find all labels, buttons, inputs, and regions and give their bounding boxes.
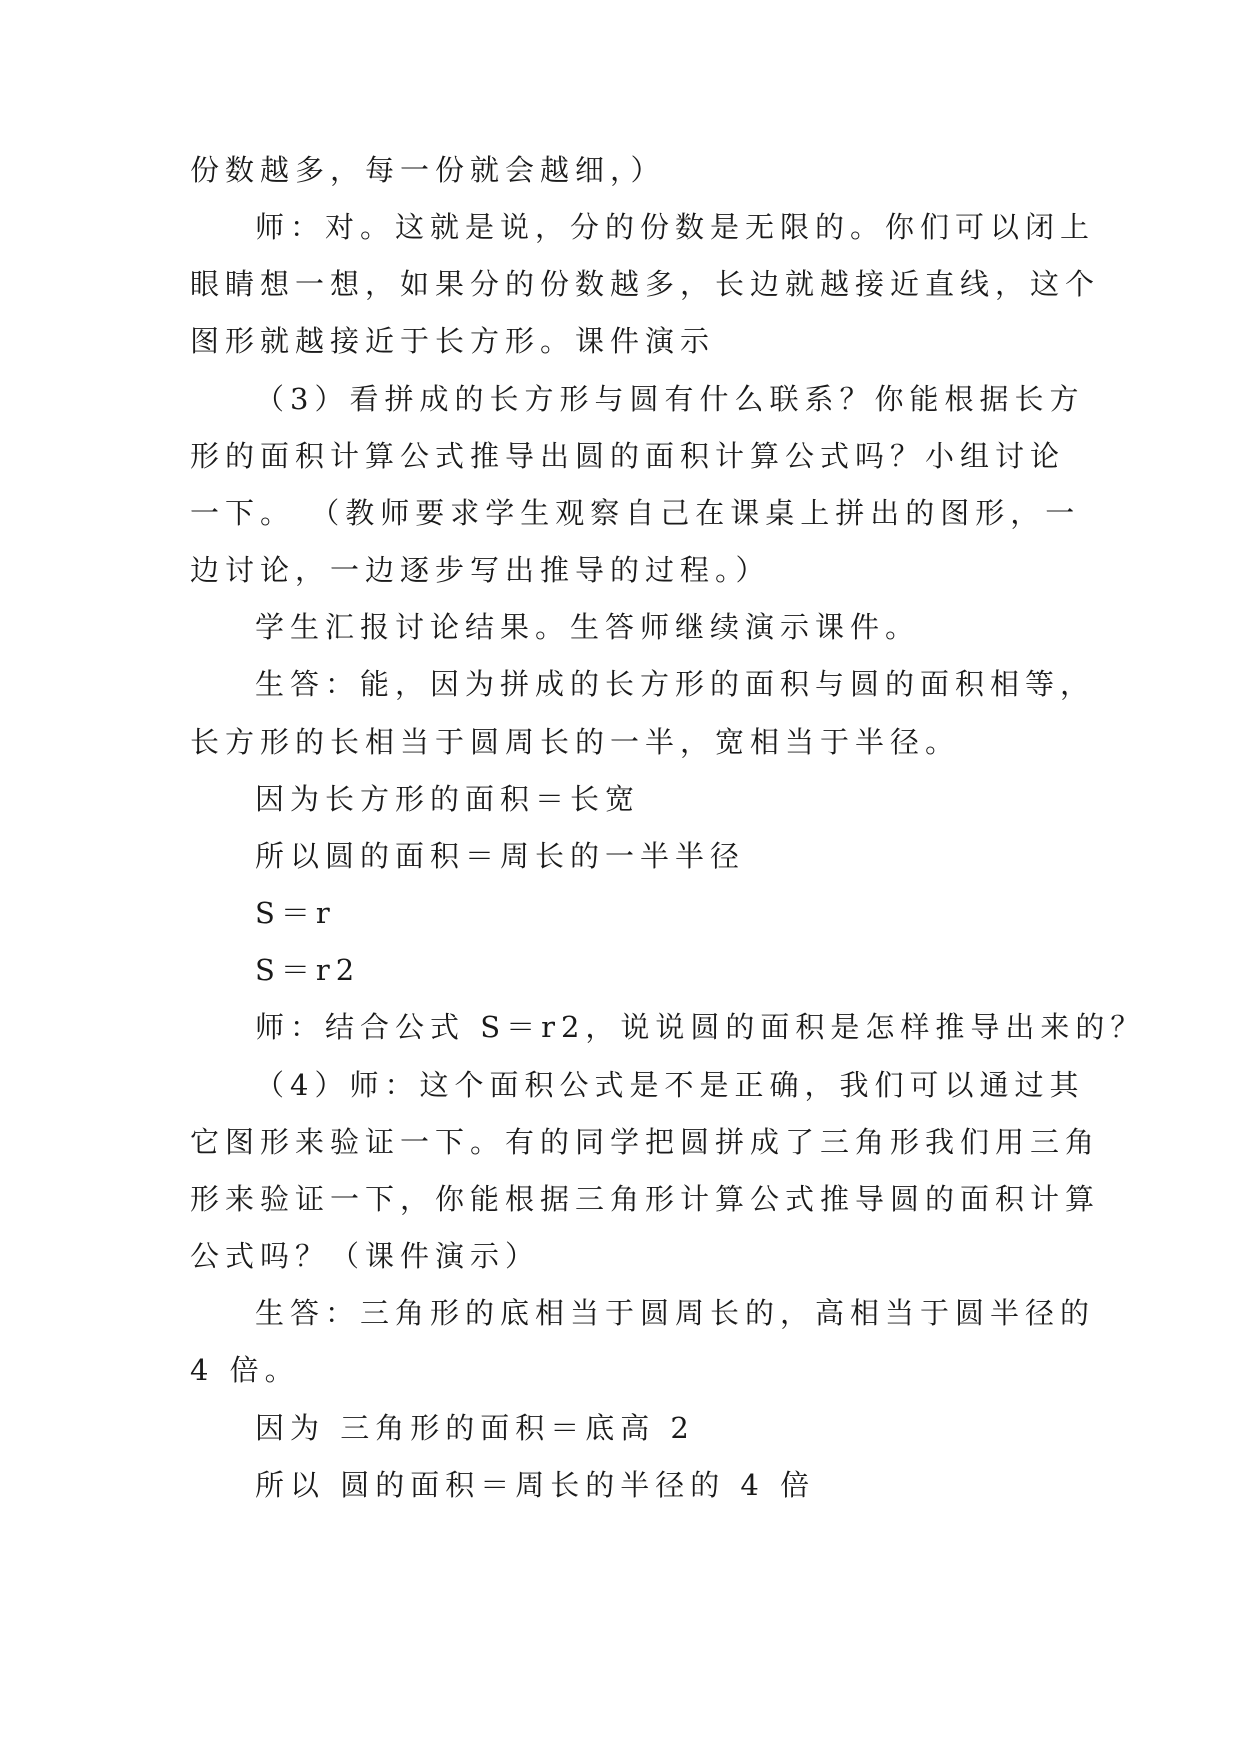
formula-line: S＝r xyxy=(255,896,336,930)
text-line: 生答：能，因为拼成的长方形的面积与圆的面积相等， xyxy=(255,667,1096,701)
text-line: 它图形来验证一下。有的同学把圆拼成了三角形我们用三角 xyxy=(190,1125,1101,1159)
text-line: 所以圆的面积＝周长的一半半径 xyxy=(255,839,746,873)
text-line: 公式吗？（课件演示） xyxy=(190,1239,541,1273)
formula-line: S＝r2 xyxy=(255,953,361,987)
text-line: （3）看拼成的长方形与圆有什么联系？你能根据长方 xyxy=(255,382,1085,416)
text-line: 学生汇报讨论结果。生答师继续演示课件。 xyxy=(255,610,921,644)
text-line: 长方形的长相当于圆周长的一半，宽相当于半径。 xyxy=(190,725,961,759)
text-line: 图形就越接近于长方形。课件演示 xyxy=(190,324,716,358)
text-line: 份数越多，每一份就会越细，） xyxy=(190,153,666,187)
text-line: 师：结合公式 S＝r2，说说圆的面积是怎样推导出来的？ xyxy=(255,1010,1146,1044)
text-line: （4）师：这个面积公式是不是正确，我们可以通过其 xyxy=(255,1068,1085,1102)
text-line: 边讨论，一边逐步写出推导的过程。） xyxy=(190,553,771,587)
text-line: 一下。 （教师要求学生观察自己在课桌上拼出的图形，一 xyxy=(190,496,1081,530)
text-line: 4 倍。 xyxy=(190,1353,300,1387)
text-line: 师：对。这就是说，分的份数是无限的。你们可以闭上 xyxy=(255,210,1096,244)
text-line: 所以 圆的面积＝周长的半径的 4 倍 xyxy=(255,1468,816,1502)
text-line: 因为 三角形的面积＝底高 2 xyxy=(255,1411,695,1445)
text-line: 生答：三角形的底相当于圆周长的，高相当于圆半径的 xyxy=(255,1296,1096,1330)
text-line: 形的面积计算公式推导出圆的面积计算公式吗？小组讨论 xyxy=(190,439,1066,473)
text-line: 眼睛想一想，如果分的份数越多，长边就越接近直线，这个 xyxy=(190,267,1101,301)
text-line: 因为长方形的面积＝长宽 xyxy=(255,782,641,816)
text-line: 形来验证一下，你能根据三角形计算公式推导圆的面积计算 xyxy=(190,1182,1101,1216)
